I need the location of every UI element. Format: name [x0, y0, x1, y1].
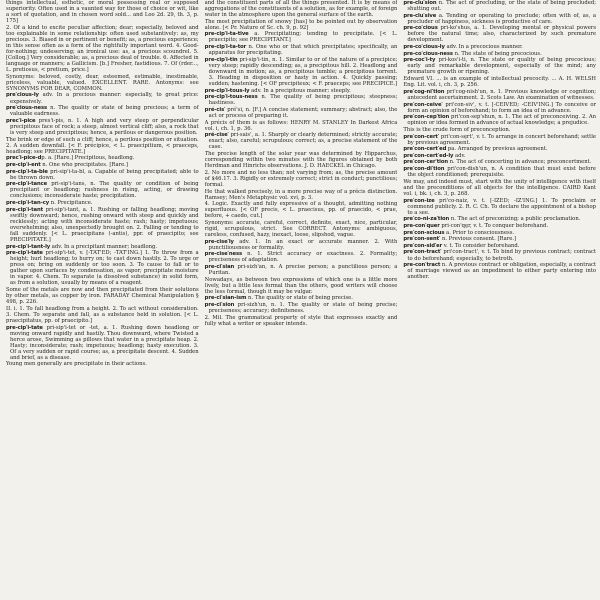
- entry-text: v. t. To consider beforehand.: [442, 242, 520, 249]
- entry-text: n. The quality or state of being precious; a term of valuable eadrness.: [10, 105, 199, 118]
- entry-text: a. Prior to consciousness.: [444, 229, 515, 236]
- dictionary-entry: [403, 243, 596, 249]
- dictionary-entry: [6, 92, 199, 104]
- entry-continuation: [205, 189, 398, 201]
- column-left: [6, 0, 199, 600]
- entry-text: adv. In a precious manner: especially, to great price: expensively.: [10, 92, 199, 105]
- entry-text: n. Previous consent. [Rare.]: [440, 236, 517, 243]
- entry-headword: pre-cip′i-ta-tive: [204, 31, 249, 38]
- entry-continuation: [205, 151, 398, 169]
- entry-text: adv. In a precocious manner.: [444, 44, 523, 51]
- column-right: [403, 0, 596, 600]
- dictionary-entry: [403, 230, 596, 236]
- entry-headword: prec′i-pice: [6, 117, 36, 124]
- entry-continuation: [403, 179, 596, 197]
- entry-text: pa. Arranged by previous agreement.: [446, 146, 548, 153]
- entry-headword: pre-ci′sion: [204, 302, 235, 309]
- entry-text: pri'con-dish'un, n. A condition that must exist before the object conditioned; prerequisite.: [407, 166, 597, 179]
- entry-text: n. The act of precluding, or the state of being precluded; shutting out.: [407, 0, 597, 13]
- entry-headword: pre-cip′i-ent: [6, 161, 41, 168]
- dictionary-entry: [6, 162, 199, 168]
- entry-text: He that walked precisely, in a more precise way of a précis distinction. Ramsey; Men's Metaphysic vol. xvi, p. 3.: [204, 188, 398, 201]
- entry-text: things intellectual, esthetic, or moral possessing real or supposed superiority. Often used in a vaunted way for those of choice or wit, like a sort of quotation, and in chosen word sold... and Loo 2d. 29, th. 3, p. 175]: [6, 0, 199, 25]
- entry-text: pri-sip'i-tet, v. [-TAT'ED; -TAT'ING.] 1. To throw from a height; hurl headlong; to hurry on; to cast down hastily. 2. To urge or press on; bring on suddenly or too soon. 3. To cause to fall or to gather upon surfaces by condensation, as vapor; precipitate moisture in vapor. 4. Chem. To separate (a dissolved substance) in solid form, as from a solution, usually by means of a reagent.: [10, 250, 199, 287]
- entry-text: This is the crude form of preconception.: [403, 126, 511, 133]
- entry-text: n. The act of concerting in advance; preconcertment.: [447, 159, 592, 166]
- dictionary-entry: [403, 102, 596, 114]
- entry-headword: pre′con-cer′tion: [403, 159, 448, 166]
- dictionary-entry: [403, 236, 596, 242]
- entry-text: pri-sip'i-tet or -tet, a. 1. Rushing down headlong or moving onward rapidly and hastily. Thou downward, where Twisted a herce arose, Swimming as pillows that water in a precipitate heap. 2. Hasty; inconsiderate; rash; impetuous; headlong; hasty execution. 3. Of a very sudden or rapid course; as, a precipitate descent. 4. Sudden and brief, as a disease.: [10, 324, 199, 361]
- entry-text: n. The state of being precocious.: [452, 50, 542, 57]
- entry-text: The brink or edge of such a cliff; hence, a perilous position or situation. 2. A sudden downfall. [< F. précipice, < L. praecipitium, < praeceps, headlong; see PRECIPITATE.]: [6, 136, 199, 155]
- entry-text: pri'co-naiz, v. t. [-IZED; -IZ'ING.] 1. To proclaim or commend publicly. 2. R. C. Ch. To declare the appointment of a bishop to a see.: [407, 197, 597, 216]
- dictionary-entry: [6, 250, 199, 286]
- entry-headword: pre-clu′sive: [403, 12, 437, 19]
- entry-text: n. Precipitance.: [49, 200, 93, 207]
- entry-headword: pre-cip′i-tant-ly: [6, 243, 51, 250]
- entry-text: pri'con-sęrt', v. t. To arrange in concert beforehand; settle by previous agreement.: [407, 133, 597, 146]
- entry-headword: pre-cip′i-tin: [204, 56, 238, 63]
- dictionary-entry: [205, 57, 398, 87]
- dictionary-entry: [6, 244, 199, 250]
- entry-headword: pre-ci′sian-ism: [204, 295, 247, 302]
- dictionary-entry: [403, 51, 596, 57]
- entry-text: n. One who or that which precipitates; specifically, an apparatus for precipitating.: [208, 44, 398, 57]
- entry-continuation: [6, 361, 199, 367]
- entry-continuation: [403, 76, 596, 88]
- entry-text: Synonyms: beloved, costly, dear, esteemed, estimable, inestimable, priceless, valuable, valued. EXCELLENT. RARE. Antonyms: see SYNONYMS FOR DEAR, COMMON.: [6, 73, 199, 92]
- dictionary-entry: [403, 166, 596, 178]
- entry-text: pri-sizh'un, n. 1. The quality or state of being precise; preciseness; accuracy; definiteness.: [208, 302, 398, 315]
- entry-text: Synonyms: accurate, careful, correct, definite, exact, nice, particular, rigid, scrupulous, strict. See CORRECT. Antonyms: ambiguous, careless, confused, hazy, inexact, loose, slipshod, vague.: [204, 219, 398, 239]
- dictionary-entry: [6, 207, 199, 243]
- entry-text: p. a. [Rare.] Precipitous, headlong.: [41, 155, 135, 162]
- dictionary-entry: [6, 155, 199, 161]
- entry-text: pri-sais', a. 1. Sharply or clearly determined; strictly accurate; exact; also, careful; scrupulous; correct; as, a precise statement of the case.: [208, 132, 398, 151]
- dictionary-entry: [205, 31, 398, 43]
- entry-text: Nowadays, as between two expressions of which one is a little more lively, but a little less formal than the others, good writers will choose the less formal, though it may be vulgar.: [204, 276, 398, 295]
- dictionary-entry: [403, 13, 596, 25]
- entry-headword: pre′con-sent′: [403, 236, 441, 243]
- entry-text: adv. In a precipitant manner; headlong.: [50, 243, 158, 250]
- dictionary-entry: [6, 169, 199, 181]
- entry-text: pri-sip'i-tans, n. The quality or condition of being precipitant or headlong; rashness in rising, acting, or drawing conclusions; inconsiderate haste; precipitation.: [10, 181, 199, 200]
- dictionary-entry: [403, 25, 596, 43]
- entry-headword: pre′cious-ness: [6, 105, 48, 112]
- entry-headword: pre′con-scious: [403, 229, 445, 236]
- entry-continuation: [6, 74, 199, 92]
- entry-continuation: [205, 0, 398, 18]
- entry-headword: pre-cise′ness: [204, 251, 242, 258]
- entry-headword: pre-cip′i-tate: [6, 324, 43, 331]
- dictionary-entry: [205, 251, 398, 263]
- entry-text: n. One who precipitates. [Rare.]: [40, 161, 128, 168]
- dictionary-entry: [403, 134, 596, 146]
- entry-text: pri'con-sep'shun, n. 1. The act of preconceiving. 2. An opinion or idea formed in advance of actual knowledge; a prejudice.: [407, 114, 597, 127]
- entry-text: The most precipitation of snowy [has] to be pointed out by observation alone. [< Pr. Nature of Sc. ch. 9, p. 92]: [204, 18, 398, 31]
- entry-headword: pre-co′cious-ness: [403, 50, 453, 57]
- entry-headword: pre-clu′sion: [403, 0, 437, 6]
- entry-headword: pre-ci′sian: [204, 264, 235, 271]
- entry-text: We may, and indeed must, start with the unity of intelligence with itself and the preconditions of all objects for the intelligence. CAIRD Kant vol. i, bk. i, ch. 3, p. 268.: [403, 178, 597, 197]
- entry-headword: pre-coc′i-ty: [403, 57, 436, 64]
- dictionary-entry: [403, 159, 596, 165]
- entry-continuation: [205, 201, 398, 219]
- entry-headword: pre-con′tract: [403, 262, 441, 269]
- entry-headword: pre-co′cious: [403, 25, 438, 32]
- entry-headword: pre-cip′i-ta-tor: [204, 44, 247, 51]
- dictionary-entry: [6, 325, 199, 361]
- entry-text: n. 1. Strict accuracy or exactness. 2. Formality; preciseness of adaptation.: [208, 251, 398, 264]
- entry-text: 4. Logic. Exactly and fully expressive of a thought, admitting nothing superfluous. [< OF precis, < L. praecisus, pp. of praecido, < prae, before, + caedo, cut.]: [204, 201, 398, 220]
- entry-text: pri-sip'i-ta-bl, a. Capable of being precipitated; able to be thrown down.: [10, 168, 199, 181]
- dictionary-entry: [205, 107, 398, 119]
- dictionary-entry: [205, 44, 398, 56]
- dictionary-entry: [403, 0, 596, 12]
- entry-headword: pre′con-cert′: [403, 133, 440, 140]
- entry-headword: pre-cip′i-ta-ble: [6, 168, 48, 175]
- entry-continuation: [6, 0, 199, 24]
- entry-text: n. A previous contract or obligation, especially, a contract of marriage viewed as an impediment to either party entering into another.: [407, 262, 597, 281]
- entry-text: n. The quality of being precipitous; steepness; hastiness.: [208, 94, 398, 107]
- entry-continuation: [6, 287, 199, 305]
- entry-headword: pre′con-cert′ed-ly: [403, 152, 454, 159]
- dictionary-entry: [6, 200, 199, 206]
- entry-headword: pre-cip′i-tous-ness: [204, 94, 258, 101]
- dictionary-entry: [205, 88, 398, 94]
- dictionary-entry: [6, 105, 199, 117]
- entry-text: The precise length of the solar year was determined by Hipparchus, corresponding within two minutes with the figures obtained by both Herdman and Hinrichs observations. J. D. HAECKEL in Chicago.: [204, 151, 398, 170]
- entry-continuation: [6, 306, 199, 324]
- dictionary-entry: [403, 57, 596, 75]
- entry-text: pri'con-tract', v. t. To bind by previous contract; contract to do beforehand; especially, to betroth.: [407, 249, 597, 262]
- entry-continuation: [6, 137, 199, 155]
- dictionary-entry: [403, 146, 596, 152]
- entry-headword: pre′con-di′tion: [403, 166, 445, 173]
- dictionary-entry: [403, 216, 596, 222]
- entry-text: adv.: [453, 152, 466, 159]
- entry-text: pri-con'qęr, v. t. To conquer beforehand.: [439, 222, 549, 229]
- entry-text: pri'cog-nish'un, n. 1. Previous knowledge or cognition; antecedent ascertainment. 2. Scots Law. An examination of witnesses.: [407, 88, 597, 101]
- dictionary-entry: [6, 118, 199, 136]
- entry-text: Some of the metals are now and then precipitated from their solutions by other metals, as copper by iron. FARADAY Chemical Manipulation § 498, p. 226.: [6, 287, 199, 306]
- dictionary-entry: [403, 249, 596, 261]
- entry-text: A précis of them is as follows: HENRY M. STANLEY In Darkest Africa vol. i, ch. 1, p. 36.: [204, 119, 398, 132]
- entry-headword: pre-cip′i-tance: [6, 181, 48, 188]
- column-middle: [205, 0, 398, 600]
- dictionary-entry: [205, 132, 398, 150]
- entry-headword: pre′con-ize: [403, 197, 435, 204]
- dictionary-entry: [205, 295, 398, 301]
- entry-text: adv. In a precipitous manner; steeply.: [249, 87, 351, 94]
- dictionary-entry: [403, 44, 596, 50]
- entry-text: n. The act of preconizing; a public proclamation.: [449, 216, 581, 223]
- entry-headword: pre′cog-ni′tion: [403, 88, 445, 95]
- entry-headword: pre-cip′i-tate: [6, 250, 43, 257]
- entry-text: pri-kos'i-ti, n. The state or quality of being precocious; early and remarkable development, especially of the mind; any premature growth or ripening.: [407, 57, 597, 76]
- entry-text: 2. Of a kind to excite peculiar affection; dear; especially, beloved and too explainable in some relationship: often used substantively: as, my precious. 3. Biased in or pertinent or benefit; as, a precious experience; in this sense often as a form of the rightfully important word. 4. Good-for-nothing; undeserving; an ironical use: as, a precious scoundrel. 5. [Colloq.] Very considerable; as, a precious deal of trouble. 6. Affected in language or manners; a Gallicism. [b.] Fresher, fastidious. 7. Of (rder..., L. pretiosus, < pretium, price.]: [6, 24, 199, 74]
- entry-text: n. The quality or state of being precise.: [246, 295, 353, 302]
- entry-text: pré'si, n. [F.] A concise statement; summary; abstract; also, the act or process of preparing it.: [208, 106, 398, 119]
- entry-headword: pré-cis′: [204, 106, 226, 113]
- entry-headword: pre-cip′i-tous-ly: [204, 87, 250, 94]
- entry-headword: pre′con-cert′ed: [403, 146, 447, 153]
- entry-continuation: [6, 25, 199, 73]
- entry-text: and the constituent parts of all the things presented. It is by means of aggregations of the constituents of a solution, as for example, of foreign water in the atmosphere upon the general surface of the earth.: [204, 0, 398, 19]
- entry-headword: pre-cise′ly: [204, 238, 234, 245]
- entry-continuation: [205, 120, 398, 132]
- entry-text: pres'i-pis, n. 1. A high and very steep or perpendicular precipitous face of rock; a steep, almost vertical cliff; also, a rock that is very steep and precipitous; hence, a perilous or dangerous position.: [10, 117, 199, 136]
- entry-headword: pre′con-sid′er: [403, 242, 443, 249]
- dictionary-entry: [403, 262, 596, 280]
- dictionary-entry: [403, 223, 596, 229]
- entry-text: pri-sip'i-tant, a. 1. Rushing or falling headlong; moving swiftly downward; hence, rushing onward with steep and quickly and recklessly; acting with inconsiderate haste; rash; hasty; impetuous; overwhelming; also, unexpectedly brought on. 2. Falling or tending to fall suddenly. [< L. praecipitans (-antis), ppr. of praecipito; see PRECIPITATE.]: [10, 206, 199, 243]
- entry-headword: pre-cip′i-tan-cy: [6, 200, 50, 207]
- entry-headword: pre′con-cep′tion: [403, 114, 450, 121]
- entry-headword: pre-co′cious-ly: [403, 44, 445, 51]
- entry-text: Edward VI. ... is an example of intellectual precocity. ... A. H. WELSH Eng. Lit. vol. i, ch. 3, p. 256.: [403, 76, 597, 89]
- entry-text: pri'con-siv', v. t. [-CEIVED; -CEIV'ING.] To conceive or form an opinion of beforehand; to form an idea of in advance.: [407, 101, 597, 114]
- dictionary-entry: [403, 153, 596, 159]
- entry-text: a. Tending or operating to preclude; often with of, as, a precluder of happiness, sickness is productive of care.: [407, 12, 597, 25]
- entry-headword: pre-cip′i-tant: [6, 206, 44, 213]
- entry-text: adv. 1. In an exact or accurate manner. 2. With punctiliousness or formality.: [208, 238, 398, 251]
- dictionary-entry: [403, 198, 596, 216]
- entry-continuation: [205, 315, 398, 327]
- entry-headword: pre′con-tract′: [403, 249, 442, 256]
- entry-continuation: [205, 277, 398, 295]
- dictionary-entry: [205, 302, 398, 314]
- dictionary-entry: [205, 94, 398, 106]
- entry-text: a. Precipitating; tending to precipitate. [< L. praecipito; see PRECIPITANT.]: [208, 31, 398, 44]
- dictionary-entry: [6, 181, 199, 199]
- entry-text: 2. Mil. The grammatical property of style that expresses exactly and fully what a writer or speaker intends.: [204, 314, 398, 327]
- dictionary-entry: [403, 114, 596, 126]
- dictionary-entry: [205, 239, 398, 251]
- entry-headword: pré-cise′: [204, 132, 229, 139]
- entry-text: II. i. 1. To fall headlong from a height. 2. To act without consideration. 3. Chem. To separate and fall, as a substance held in solution. [< L. praecipitatus, pp. of praecipito.]: [6, 305, 199, 324]
- entry-headword: pre′cious-ly: [6, 92, 39, 99]
- entry-text: pri-sizh'an, n. A precise person; a punctilious person; a Puritan.: [208, 264, 398, 277]
- entry-headword: pre′con-ceive′: [403, 101, 443, 108]
- entry-continuation: [205, 170, 398, 188]
- dictionary-entry: [205, 264, 398, 276]
- entry-headword: prec′i-pice-d: [6, 155, 42, 162]
- entry-headword: pre′co-ni-za′tion: [403, 216, 450, 223]
- entry-text: 2. No more and no less than; not varying from; as, the precise amount of $46.17. 3. Rigidly or extremely correct; strict in conduct; punctilious; formal.: [204, 169, 398, 188]
- entry-continuation: [205, 220, 398, 238]
- entry-text: Young men generally are precipitate in their actions.: [6, 361, 147, 368]
- dictionary-entry: [403, 89, 596, 101]
- entry-headword: pre-con′quer: [403, 222, 440, 229]
- entry-text: pri-sip'i-tin, n. 1. Similar to or of the nature of a precipice; very steep; rapidly descending; as, a precipitous hill. 2. Headlong and downward in motion; as, a precipitous tumble; a precipitous torrent. 3. Heading in disposition or hasty in action. 4. Quickly passing; sudden; hastening. [< OF precipiteux; < F. praeceps; see PRECIPICE.]: [208, 56, 398, 87]
- entry-text: pri-ko'shus, a. 1. Developing mental or physical powers before the natural time; also, characterized by such premature development.: [407, 25, 597, 44]
- entry-continuation: [403, 127, 596, 133]
- entry-continuation: [205, 19, 398, 31]
